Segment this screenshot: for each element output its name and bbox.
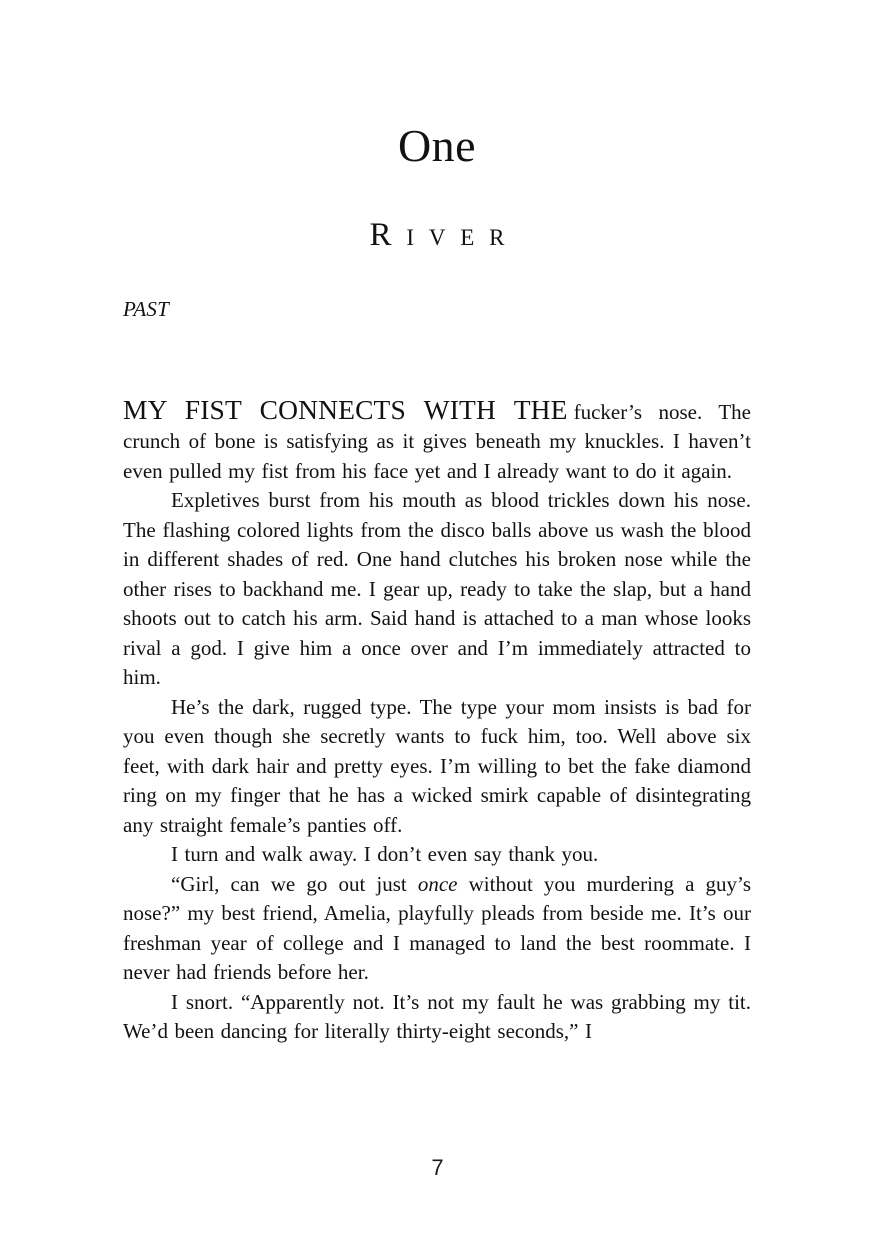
paragraph	[123, 840, 751, 870]
italic-word: once	[417, 871, 458, 896]
chapter-title: One	[397, 120, 477, 171]
lead-in-caps: MY FIST CONNECTS WITH THE	[123, 393, 568, 425]
text-run: fucker’s nose. The crunch of bone is satisfying as it gives beneath my knuckles. I haven’t even pulled my fist from his face yet and I already want to do it again.	[123, 399, 752, 483]
paragraph	[123, 693, 751, 841]
text-run: Expletives burst from his mouth as blood trickles down his nose. The flashing colored lights from the disco balls above us wash the blood in different shades of red. One hand clutches his broken nose while the other rises to backhand me. I gear up, ready to take the slap, but a hand shoots out to catch his arm. Said hand is attached to a man whose looks rival a god. I give him a once over and I’m immediately attracted to him.	[123, 488, 751, 690]
pov-character-name: River	[369, 217, 520, 254]
text-run: He’s the dark, rugged type. The type your mom insists is bad for you even though she secretly wants to fuck him, too. Well above six feet, with dark hair and pretty eyes. I’m willing to bet the fake diamond ring on my finger that he has a wicked smirk capable of disintegrating any straight female’s panties off.	[123, 694, 751, 837]
chapter-body	[123, 395, 751, 1047]
text-run: “Girl, can we go out just	[171, 871, 418, 896]
text-run: without you murdering a guy’s nose?” my best friend, Amelia, playfully pleads from beside me. It’s our freshman year of college and I managed to land the best roommate. I never had friends before her.	[123, 871, 751, 985]
timeline-label: PAST	[123, 297, 169, 322]
text-run: I turn and walk away. I don’t even say thank you.	[171, 842, 599, 867]
paragraph	[123, 395, 751, 487]
paragraph	[123, 870, 751, 988]
text-run: I snort. “Apparently not. It’s not my fault he was grabbing my tit. We’d been dancing for literally thirty-eight seconds,” I	[123, 989, 751, 1044]
page-number: 7	[431, 1155, 444, 1180]
paragraph	[123, 486, 751, 693]
paragraph	[123, 988, 751, 1047]
